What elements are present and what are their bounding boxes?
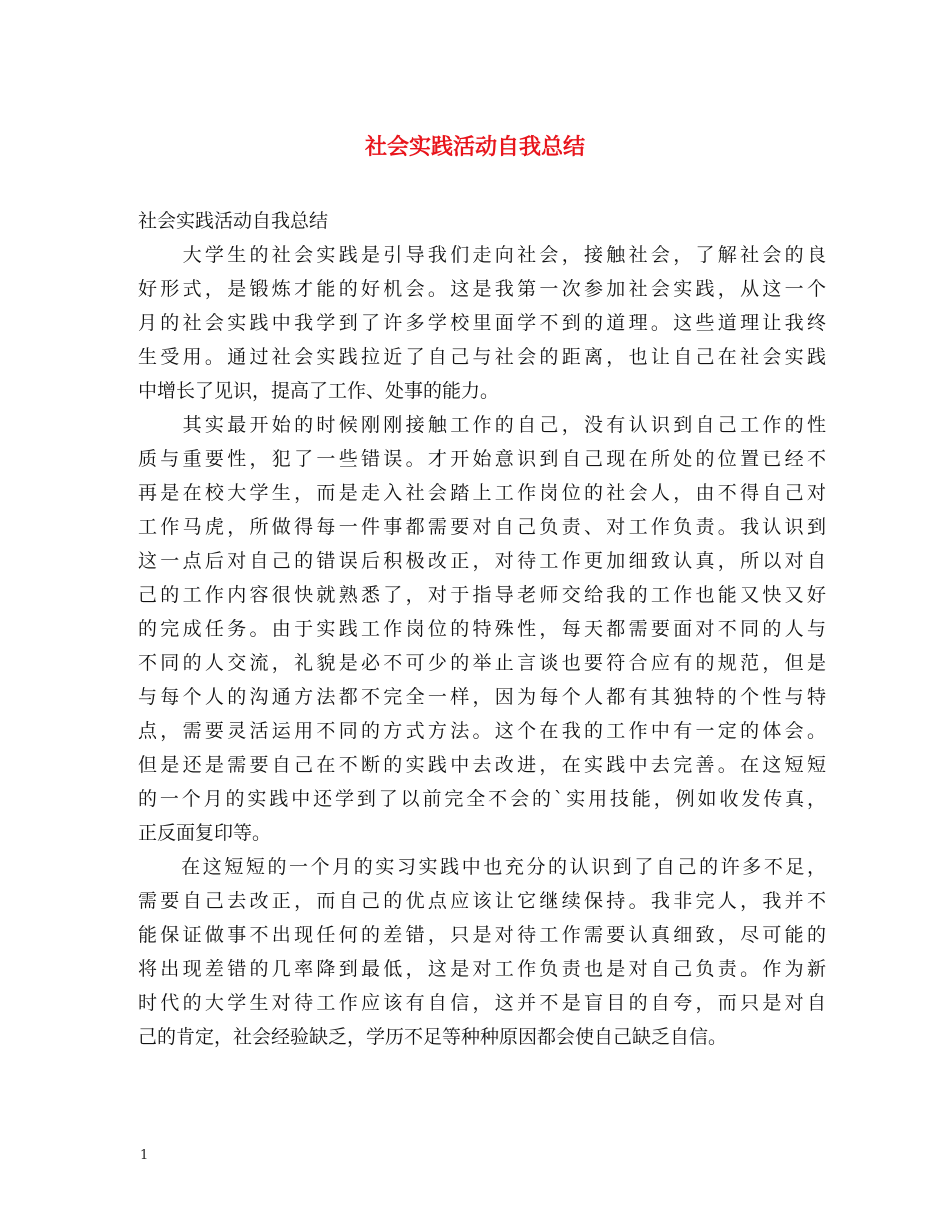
paragraph-3 — [138, 850, 826, 1054]
paragraph-line: 工作马虎，所做得每一件事都需要对自己负责、对工作负责。我认识到 — [138, 516, 826, 538]
paragraph-line: 需要自己去改正，而自己的优点应该让它继续保持。我非完人，我并不 — [138, 890, 826, 912]
document-title: 社会实践活动自我总结 — [364, 134, 585, 160]
paragraph-line: 将出现差错的几率降到最低，这是对工作负责也是对自己负责。作为新 — [138, 958, 826, 980]
paragraph-line: 点，需要灵活运用不同的方式方法。这个在我的工作中有一定的体会。 — [138, 720, 826, 742]
paragraph-line: 但是还是需要自己在不断的实践中去改进，在实践中去完善。在这短短 — [138, 754, 826, 776]
paragraph-line: 再是在校大学生，而是走入社会踏上工作岗位的社会人，由不得自己对 — [138, 482, 826, 504]
paragraph-1 — [138, 238, 826, 408]
paragraph-line: 己的肯定，社会经验缺乏，学历不足等种种原因都会使自己缺乏自信。 — [138, 1026, 728, 1048]
paragraph-line: 的一个月的实践中还学到了以前完全不会的`实用技能，例如收发传真， — [138, 788, 826, 810]
paragraph-line: 正反面复印等。 — [138, 822, 272, 844]
paragraph-line: 好形式，是锻炼才能的好机会。这是我第一次参加社会实践，从这一个 — [138, 278, 826, 300]
paragraph-line: 这一点后对自己的错误后积极改正，对待工作更加细致认真，所以对自 — [138, 550, 826, 572]
paragraph-line: 生受用。通过社会实践拉近了自己与社会的距离，也让自己在社会实践 — [138, 346, 826, 368]
paragraph-line: 时代的大学生对待工作应该有自信，这并不是盲目的自夸，而只是对自 — [138, 992, 826, 1014]
paragraph-2 — [138, 408, 826, 850]
document-subtitle: 社会实践活动自我总结 — [138, 210, 329, 232]
paragraph-line: 己的工作内容很快就熟悉了，对于指导老师交给我的工作也能又快又好 — [138, 584, 826, 606]
paragraph-line: 不同的人交流，礼貌是必不可少的举止言谈也要符合应有的规范，但是 — [138, 652, 826, 674]
paragraph-line: 质与重要性，犯了一些错误。才开始意识到自己现在所处的位置已经不 — [138, 448, 826, 470]
document-body — [138, 204, 826, 1054]
paragraph-line: 能保证做事不出现任何的差错，只是对待工作需要认真细致，尽可能的 — [138, 924, 826, 946]
paragraph-line: 的完成任务。由于实践工作岗位的特殊性，每天都需要面对不同的人与 — [138, 618, 826, 640]
paragraph-line: 其实最开始的时候刚刚接触工作的自己，没有认识到自己工作的性 — [138, 414, 826, 436]
page-number: 1 — [140, 1148, 149, 1163]
paragraph-line: 与每个人的沟通方法都不完全一样，因为每个人都有其独特的个性与特 — [138, 686, 826, 708]
paragraph-line: 在这短短的一个月的实习实践中也充分的认识到了自己的许多不足， — [138, 856, 826, 878]
paragraph-line: 大学生的社会实践是引导我们走向社会，接触社会，了解社会的良 — [138, 244, 826, 266]
paragraph-line: 月的社会实践中我学到了许多学校里面学不到的道理。这些道理让我终 — [138, 312, 826, 334]
paragraph-line: 中增长了见识，提高了工作、处事的能力。 — [138, 380, 500, 402]
